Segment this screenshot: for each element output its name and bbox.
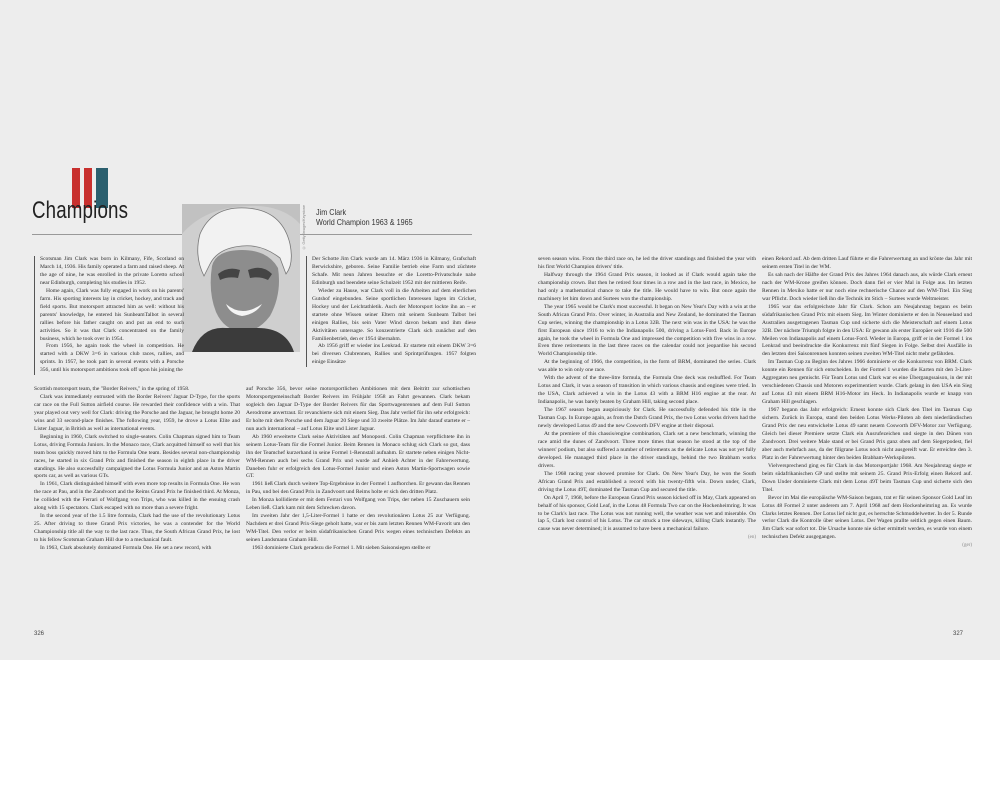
paragraph: On April 7, 1968, before the European Grand Prix season kicked off in May, Clark appeared on behalf of his sponsor, Gold Leaf, in the Lotus 48 Formula Two car on the Hockenheimring. It was to be Clark's last race. The Lotus was not running well, the weather was wet and miserable. On lap 5, Clark lost control of his Lotus. The car struck a tree sideways, killing Clark instantly. The cause was never determined; it is assumed to have been a mechanical failure. <box>538 494 756 533</box>
english-column-continued <box>538 256 756 542</box>
language-marker: (ger) <box>962 543 972 549</box>
paragraph: Im zweiten Jahr der 1,5-Liter-Formel 1 hatte er den revolutionären Lotus 25 zur Verfügung. Nachdem er drei Grand Prix-Siege geholt hatte, war er bis zum letzten Rennen WM-Favorit um den WM-Titel. Den verlor er beim südafrikanischen Grand Prix wegen eines technischen Defekts an seinen Landsmann Graham Hill. <box>246 513 470 544</box>
portrait-photo <box>182 204 300 352</box>
english-main-column <box>34 386 240 553</box>
paragraph: Vielversprechend ging es für Clark in das Motorsportjahr 1968. Am Neujahrstag siegte er beim südafrikanischen GP und stellte mit seinem 25. Grand Prix-Erfolg einen Rekord auf. Down Under dominierte Clark mit dem Lotus 49T beim Tasman Cup und sicherte sich den Titel. <box>762 462 972 493</box>
paragraph: auf Porsche 356, bevor seine motorsportlichen Ambitionen mit dem Beitritt zur schottischen Motorsportgemeinschaft Border Reivers im Frühjahr 1958 an Fahrt gewannen. Clark bekam sogleich den Jaguar D-Type der Border Reivers für das Sportwagenrennen auf dem Full Sutton Aerodrome anvertraut. Er revanchierte sich mit einem Sieg. Das Jahr verlief für ihn sehr erfolgreich: Er holte mit dem Porsche und dem Jaguar 20 Siege und 33 zweite Plätze. Im Jahr darauf startete er – nun auch international – auf Lotus Elite und Lister Jaguar. <box>246 386 470 432</box>
paragraph: In the second year of the 1.5 litre formula, Clark had the use of the revolutionary Lotus 25. After driving to three Grand Prix victories, he was a contender for the World Championship title all the way to the last race. Thus, the South African Grand Prix, he lost to his fellow Scotsman Graham Hill due to a mechanical fault. <box>34 513 240 544</box>
paragraph: In 1961, Clark distinguished himself with even more top results in Formula One. He won the race at Pau, and in the Zandvoort and the Reims Grand Prix he finished third. At Monza, he collided with the Ferrari of Wolfgang von Trips, who was killed in the ensuing crash along with 15 spectators. Clark escaped with no more than a severe fright. <box>34 481 240 512</box>
paragraph: Bevor im Mai die europäische WM-Saison begann, trat er für seinen Sponsor Gold Leaf im Lotus 48 Formel 2 unter anderem am 7. April 1968 auf dem Hockenheimring an. Es wurde Clarks letztes Rennen. Der Lotus lief nicht gut, es herrschte Schmuddelwetter. In der 5. Runde verlor Clark die Kontrolle über seinen Lotus. Der Wagen prallte seitlich gegen einen Baum. Jim Clark war sofort tot. Die Ursache konnte nie sicher ermittelt werden, es wurde von einem technischen Defekt ausgegangen. <box>762 494 972 541</box>
photo-credit: © Getty Images/Keystone <box>302 205 306 250</box>
paragraph: At the premiere of this chassis/engine combination, Clark set a new benchmark, winning the race amid the dunes of Zandvoort. Three more times that season he stood at the top of the winners' podium, but also suffered a number of retirements as the delicate Lotus was not yet fully developed. He managed third place in the driver standings, behind the two Brabham works drivers. <box>538 430 756 469</box>
paragraph: Ab 1960 erweiterte Clark seine Aktivitäten auf Monoposti. Colin Chapman verpflichtete ihn in seinem Lotus-Team für die Formel Junior. Beim Rennen in Monaco schlug sich Clark so gut, dass ihn der Teamchef kurzerhand in seine Formel 1-Rennstall aufnahm. Er startete neben einigen Nicht-WM-Rennen auch bei sechs Grand Prix und wurde auf Anhieb Achter in der Fahrerwertung. Daneben fuhr er erfolgreich den Lotus-Formel Junior und einen Aston Martin-Sportwagen sowie GT. <box>246 433 470 480</box>
paragraph: einen Rekord auf. Ab dem dritten Lauf führte er die Fahrerwertung an und krönte das Jahr mit seinem ersten Titel in der WM. <box>762 256 972 270</box>
paragraph: Halfway through the 1964 Grand Prix season, it looked as if Clark would again take the championship crown. But then he retired four times in a row and in the last race, in Mexico, he had only a mathematical chance to take the title. He would have to win. But once again the machinery let him down and Surtees won the championship. <box>538 271 756 302</box>
paragraph: seven season wins. From the third race on, he led the driver standings and finished the year with his first World Champion drivers' title. <box>538 256 756 270</box>
paragraph: Clark was immediately entrusted with the Border Reivers' Jaguar D-Type, for the sports car race on the Full Sutton airfield course. He rewarded their confidence with a win. That year played out very well for Clark: driving the Porsche and the Jaguar, he brought home 20 wins and 33 second-place finishes. The following year, 1959, he drove a Lotus Elite and Lister Jaguar, in British as well as international events. <box>34 393 240 432</box>
chapter-title: Champions <box>32 197 129 224</box>
paragraph: Home again, Clark was fully engaged in work on his parents' farm. His sporting interests lay in cricket, hockey, and track and field sports. But motorsport attracted him as well: without his parents' knowledge, he entered his SunbeamTalbot in several rallies before his father caught on and put an end to such activities. So it was that Clark concentrated on the family business, which he took over in 1954. <box>40 287 184 342</box>
paragraph: With the advent of the three-litre formula, the Formula One deck was reshuffled. For Team Lotus and Clark, it was a season of transition in which various chassis and engines were tried. In the USA, Clark achieved a win in the Lotus 43 with a BRM H16 engine at the rear. At Indianapolis, he was barely beaten by Graham Hill, taking second place. <box>538 375 756 406</box>
paragraph: 1961 ließ Clark durch weitere Top-Ergebnisse in der Formel 1 aufhorchen. Er gewann das Rennen in Pau, und bei den Grand Prix in Zandvoort und Reims holte er sich den dritten Platz. <box>246 481 470 496</box>
paragraph: 1963 dominierte Clark geradezu die Formel 1. Mit sieben Saisonsiegen stellte er <box>252 545 431 552</box>
language-marker: (en) <box>747 535 756 541</box>
german-main-column <box>246 386 470 553</box>
caption-name: Jim Clark <box>316 207 347 217</box>
paragraph: Scotsman Jim Clark was born in Kilmany, Fife, Scotland on March 14, 1936. His family operated a farm and raised sheep. At the age of nine, he was enrolled in the private Loretto school near Edinburgh, completing his studies in 1952. <box>40 256 184 286</box>
paragraph: 1967 begann das Jahr erfolgreich: Erneut konnte sich Clark den Titel im Tasman Cup sichern. Zurück in Europa, stand den beiden Lotus Werks-Piloten ab dem niederländischen Grand Prix der neu entwickelte Lotus 49 samt neuem Cosworth DFV-Motor zur Verfügung. Gleich bei dieser Premiere setzte Clark ein Ausrufezeichen und siegte in den Dünen von Zandvoort. Drei weitere Male stand er bei Grand Prix ganz oben auf dem Siegerpodest, fiel aber auch mehrfach aus, da der filigrane Lotus noch nicht ausgereift war. Er erreichte den 3. Platz in der Fahrerwertung hinter den beiden Brabham-Werkspiloten. <box>762 407 972 461</box>
paragraph: The 1967 season began auspiciously for Clark. He successfully defended his title in the Tasman Cup. In Europe again, as from the Dutch Grand Prix, the two Lotus works drivers had the newly developed Lotus 49 and the new Cosworth DFV engine at their disposal. <box>538 407 756 430</box>
paragraph: Der Schotte Jim Clark wurde am 14. März 1936 in Kilmany, Grafschaft Berwickshire, geboren. Seine Familie betrieb eine Farm und züchtete Schafe. Mit neun Jahren besuchte er die Loretto-Privatschule nahe Edinburgh und beendete seine Schulzeit 1952 mit der mittleren Reife. <box>312 256 476 286</box>
german-intro-column <box>306 256 476 367</box>
paragraph: Scottish motorsport team, the "Border Reivers," in the spring of 1958. <box>34 386 190 392</box>
paragraph: 1965 war das erfolgreichste Jahr für Clark. Schon am Neujahrstag begann es beim südafrikanischen Grand Prix mit einem Sieg. Im Winter dominierte er den in Neuseeland und Australien ausgetragenen Tasman Cup und sicherte sich die Meisterschaft auf einem Lotus 32B. Der nächste Triumph folgte in den USA: Er gewann als erster Europäer seit 1916 die 500 Meilen von Indianapolis auf einem Lotus-Ford. Wieder in Europa, griff er in der Formel 1 ins Lenkrad und beeindruckte die Konkurrenz mit fünf Siegen in Folge. Selbst drei Ausfälle in den letzten drei Saisonrennen konnten seinen zweiten WM-Titel nicht mehr gefährden. <box>762 303 972 358</box>
paragraph: Es sah nach der Hälfte der Grand Prix des Jahres 1964 danach aus, als würde Clark erneut nach der WM-Krone greifen können. Doch dann fiel er vier Mal in Folge aus. Im letzten Rennen in Mexiko hatte er nur noch eine rechnerische Chance auf den WM-Titel. Ein Sieg war Pflicht. Doch wieder ließ ihn die Technik im Stich – Surtees wurde Weltmeister. <box>762 271 972 302</box>
paragraph: In 1963, Clark absolutely dominated Formula One. He set a new record, with <box>40 545 212 552</box>
english-intro-column <box>34 256 184 375</box>
paragraph: Wieder zu Hause, war Clark voll in die Arbeiten auf dem elterlichen Gutshof eingebunden. Seine sportlichen Interessen lagen im Cricket, Hockey und der Leichtathletik. Auch der Motorsport lockte ihn an – er startete ohne Wissen seiner Eltern mit seinem Sunbeam Talbot bei einigen Rallies, bis sein Vater Wind davon bekam und ihm diese Aktivitäten untersagte. So konzentrierte Clark sich zunächst auf den Familienbetrieb, den er 1954 übernahm. <box>312 287 476 342</box>
page-number: 327 <box>953 631 964 637</box>
portrait-illustration <box>182 204 300 352</box>
paragraph: Beginning in 1960, Clark switched to single-seaters. Colin Chapman signed him to Team Lotus, driving Formula Juniors. In the Monaco race, Clark acquitted himself so well that his team boss quickly moved him to the Formula One team. Besides several non-championship races, he started in six Grand Prix and finished the season in eighth place in the driver standings. He also successfully campaigned the Lotus Formula Junior and an Aston Martin sports car, as well as various GTs. <box>34 433 240 480</box>
german-column-continued <box>762 256 972 550</box>
paragraph: Im Tasman Cup zu Beginn des Jahres 1966 dominierte er die Konkurrenz von BRM. Clark konnte ein Rennen für sich entscheiden. In der Formel 1 wurden die Karten mit den 3-Liter-Aggregaten neu gemischt. Für Team Lotus und Clark war es eine Übergangssaison, in der mit verschiedenen Chassis und Motoren experimentiert wurde. Clark gelang in den USA ein Sieg auf Lotus 43 mit einem BRM H16-Motor im Heck. In Indianapolis wurde er knapp von Graham Hill geschlagen. <box>762 359 972 406</box>
paragraph: The year 1965 would be Clark's most successful. It began on New Year's Day with a win at the South African Grand Prix. Over winter, in Australia and New Zealand, he dominated the Tasman Cup series, winning the championship in a Lotus 32B. The next win was in the USA: he was the first European since 1916 to win the Indianapolis 500, driving a Lotus-Ford. Back in Europe again, he took the wheel in Formula One and impressed the competition with five wins in a row. Even three retirements in the last three races on the calendar could not jeopardise his second World Championship title. <box>538 303 756 358</box>
caption-subtitle: World Champion 1963 & 1965 <box>316 217 413 227</box>
paragraph: In Monza kollidierte er mit dem Ferrari von Wolfgang von Trips, der neben 15 Zuschauern sein Leben ließ. Clark kam mit dem Schrecken davon. <box>246 497 470 512</box>
paragraph: Ab 1956 griff er wieder ins Lenkrad. Er startete mit einem DKW 3=6 bei diversen Clubrennen, Rallies und Sprintprüfungen. 1957 folgten einige Einsätze <box>312 343 476 366</box>
paragraph: The 1968 racing year showed promise for Clark. On New Year's Day, he won the South African Grand Prix and established a record with his twenty-fifth win. Down under, Clark, driving the Lotus 49T, dominated the Tasman Cup and secured the title. <box>538 470 756 493</box>
page-number: 326 <box>34 631 45 637</box>
paragraph: From 1956, he again took the wheel in competition. He started with a DKW 3=6 in various club races, rallies, and sprints. In 1957, he took part in several events with a Porsche 356, until his motorsport ambitions took off upon his joining the <box>40 343 184 374</box>
paragraph: At the beginning of 1966, the competition, in the form of BRM, dominated the series. Clark was able to win only one race. <box>538 359 756 374</box>
